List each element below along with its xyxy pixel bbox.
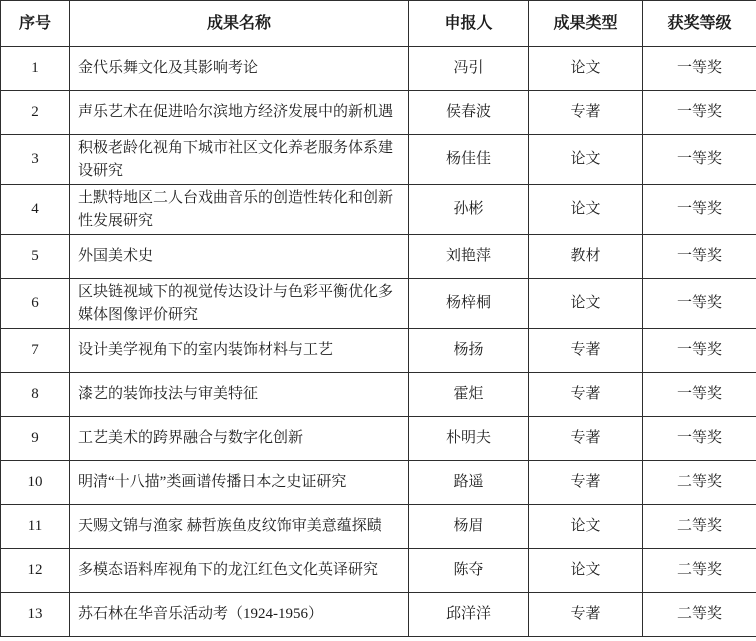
cell-award: 一等奖: [643, 235, 756, 279]
table-row: [1, 417, 756, 461]
cell-award: 二等奖: [643, 505, 756, 549]
table-header: [1, 1, 756, 47]
cell-type: 专著: [529, 461, 643, 505]
cell-award: 一等奖: [643, 135, 756, 185]
cell-applicant: 陈夺: [409, 549, 529, 593]
header-cell-applicant: 申报人: [409, 1, 529, 47]
cell-award: 一等奖: [643, 279, 756, 329]
cell-index: 5: [1, 235, 70, 279]
table-row: [1, 593, 756, 637]
cell-name: 天赐文锦与渔家 赫哲族鱼皮纹饰审美意蕴探赜: [70, 505, 409, 549]
cell-type: 论文: [529, 185, 643, 235]
table-row: [1, 373, 756, 417]
header-cell-index: 序号: [1, 1, 70, 47]
table-row: [1, 549, 756, 593]
cell-name: 设计美学视角下的室内装饰材料与工艺: [70, 329, 409, 373]
cell-type: 专著: [529, 373, 643, 417]
table-row: [1, 329, 756, 373]
cell-applicant: 冯引: [409, 47, 529, 91]
cell-award: 一等奖: [643, 91, 756, 135]
cell-type: 专著: [529, 329, 643, 373]
cell-name: 土默特地区二人台戏曲音乐的创造性转化和创新性发展研究: [70, 185, 409, 235]
cell-name: 区块链视域下的视觉传达设计与色彩平衡优化多媒体图像评价研究: [70, 279, 409, 329]
header-cell-award: 获奖等级: [643, 1, 756, 47]
cell-name: 漆艺的装饰技法与审美特征: [70, 373, 409, 417]
table-row: [1, 505, 756, 549]
cell-type: 论文: [529, 135, 643, 185]
cell-name: 外国美术史: [70, 235, 409, 279]
cell-applicant: 杨梓桐: [409, 279, 529, 329]
cell-type: 论文: [529, 279, 643, 329]
table-row: [1, 47, 756, 91]
table-row: [1, 91, 756, 135]
cell-index: 9: [1, 417, 70, 461]
cell-award: 一等奖: [643, 329, 756, 373]
cell-index: 7: [1, 329, 70, 373]
cell-applicant: 杨眉: [409, 505, 529, 549]
cell-index: 12: [1, 549, 70, 593]
cell-name: 多模态语料库视角下的龙江红色文化英译研究: [70, 549, 409, 593]
cell-index: 3: [1, 135, 70, 185]
table-row: [1, 135, 756, 185]
cell-award: 一等奖: [643, 373, 756, 417]
cell-index: 8: [1, 373, 70, 417]
header-cell-type: 成果类型: [529, 1, 643, 47]
cell-applicant: 路遥: [409, 461, 529, 505]
table-row: [1, 279, 756, 329]
cell-index: 6: [1, 279, 70, 329]
cell-award: 二等奖: [643, 593, 756, 637]
cell-index: 10: [1, 461, 70, 505]
cell-applicant: 朴明夫: [409, 417, 529, 461]
cell-type: 论文: [529, 549, 643, 593]
cell-index: 11: [1, 505, 70, 549]
cell-name: 金代乐舞文化及其影响考论: [70, 47, 409, 91]
cell-applicant: 刘艳萍: [409, 235, 529, 279]
cell-name: 苏石林在华音乐活动考（1924-1956）: [70, 593, 409, 637]
cell-award: 一等奖: [643, 185, 756, 235]
cell-applicant: 孙彬: [409, 185, 529, 235]
cell-award: 一等奖: [643, 417, 756, 461]
cell-type: 论文: [529, 505, 643, 549]
table-row: [1, 185, 756, 235]
cell-index: 1: [1, 47, 70, 91]
cell-applicant: 侯春波: [409, 91, 529, 135]
cell-award: 二等奖: [643, 549, 756, 593]
cell-index: 13: [1, 593, 70, 637]
cell-applicant: 霍炬: [409, 373, 529, 417]
cell-name: 积极老龄化视角下城市社区文化养老服务体系建设研究: [70, 135, 409, 185]
table-row: [1, 461, 756, 505]
cell-index: 4: [1, 185, 70, 235]
cell-name: 明清“十八描”类画谱传播日本之史证研究: [70, 461, 409, 505]
cell-type: 教材: [529, 235, 643, 279]
header-cell-name: 成果名称: [70, 1, 409, 47]
cell-index: 2: [1, 91, 70, 135]
cell-applicant: 杨扬: [409, 329, 529, 373]
table-row: [1, 235, 756, 279]
cell-type: 专著: [529, 91, 643, 135]
cell-award: 二等奖: [643, 461, 756, 505]
header-row: [1, 1, 756, 47]
cell-type: 专著: [529, 593, 643, 637]
cell-name: 工艺美术的跨界融合与数字化创新: [70, 417, 409, 461]
cell-type: 专著: [529, 417, 643, 461]
cell-type: 论文: [529, 47, 643, 91]
cell-applicant: 邱洋洋: [409, 593, 529, 637]
cell-name: 声乐艺术在促进哈尔滨地方经济发展中的新机遇: [70, 91, 409, 135]
table-body: [1, 47, 756, 637]
cell-applicant: 杨佳佳: [409, 135, 529, 185]
cell-award: 一等奖: [643, 47, 756, 91]
